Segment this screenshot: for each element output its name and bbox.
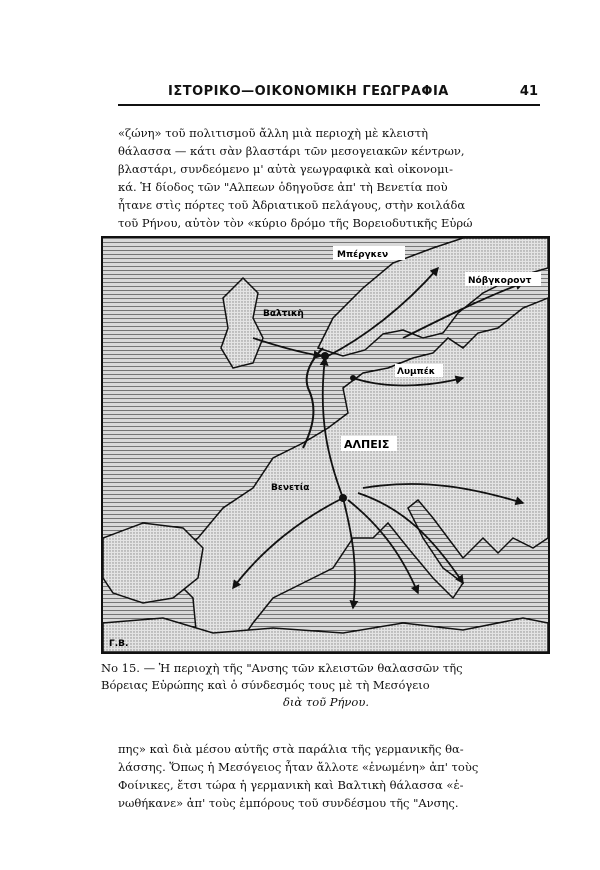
running-title: ΙΣΤΟΡΙΚΟ—ΟΙΚΟΝΟΜΙΚΗ ΓΕΩΓΡΑΦΙΑ (168, 84, 449, 99)
text-line: θάλασσα — κάτι σὰν βλαστάρι τῶν μεσογειακῶν κέντρων, (118, 144, 465, 158)
town-marker (339, 494, 347, 502)
text-line: νωθήκανε» ἀπ' τοὺς ἐμπόρους τοῦ συνδέσμου τῆς "Ανσης. (118, 796, 459, 810)
map-illustration (103, 238, 548, 652)
caption-line: Νο 15. — Ἡ περιοχὴ τῆς "Ανσης τῶν κλειστῶν θαλασσῶν τῆς (101, 661, 463, 675)
text-line: λάσσης. Ὅπως ἡ Μεσόγειος ἦταν ἄλλοτε «ἑνωμένη» ἀπ' τοὺς (118, 760, 479, 774)
label-lubeck: Λυμπέκ (397, 367, 436, 377)
town-marker (350, 375, 356, 381)
map-figure (101, 236, 550, 654)
label-novgorod: Νόβγκοροντ (468, 276, 532, 286)
text-line: «ζώνη» τοῦ πολιτισμοῦ ἄλλη μιὰ περιοχὴ μὲ κλειστὴ (118, 126, 429, 140)
figure-caption (101, 660, 551, 711)
text-line: τοῦ Ρήνου, αὐτὸν τὸν «κύριο δρόμο τῆς Βορειοδυτικῆς Εὐρώ (118, 216, 473, 230)
label-venice: Βενετία (271, 483, 310, 493)
town-marker (321, 352, 329, 360)
text-line: πης» καὶ διὰ μέσου αὐτῆς στὰ παράλια τῆς γερμανικῆς θα- (118, 742, 464, 756)
top-paragraph (118, 124, 546, 232)
label-bergen: Μπέργκεν (337, 250, 389, 260)
label-baltic: Βαλτικὴ (263, 309, 304, 319)
caption-line: Βόρειας Εὐρώπης καὶ ὁ σύνδεσμός τους μὲ τὴ Μεσόγειο (101, 678, 430, 692)
text-line: βλαστάρι, συνδεόμενο μ' αὐτὰ γεωγραφικὰ καὶ οἰκονομι- (118, 162, 453, 176)
text-line: Φοίνικες, ἔτσι τώρα ἡ γερμανικὴ καὶ Βαλτικὴ θάλασσα «ἑ- (118, 778, 464, 792)
label-initials: Γ.Β. (109, 639, 129, 649)
text-line: κά. Ἡ δίοδος τῶν "Αλπεων ὁδηγοῦσε ἀπ' τὴ Βενετία ποὺ (118, 180, 448, 194)
header-rule (118, 104, 540, 106)
running-header (118, 84, 538, 106)
text-line: ἦτανε στὶς πόρτες τοῦ Ἀδριατικοῦ πελάγους, στὴν κοιλάδα (118, 198, 466, 212)
caption-line: διὰ τοῦ Ρήνου. (283, 695, 369, 709)
label-alps: ΑΛΠΕΙΣ (344, 438, 390, 451)
page-number: 41 (519, 84, 538, 99)
bottom-paragraph (118, 740, 546, 812)
